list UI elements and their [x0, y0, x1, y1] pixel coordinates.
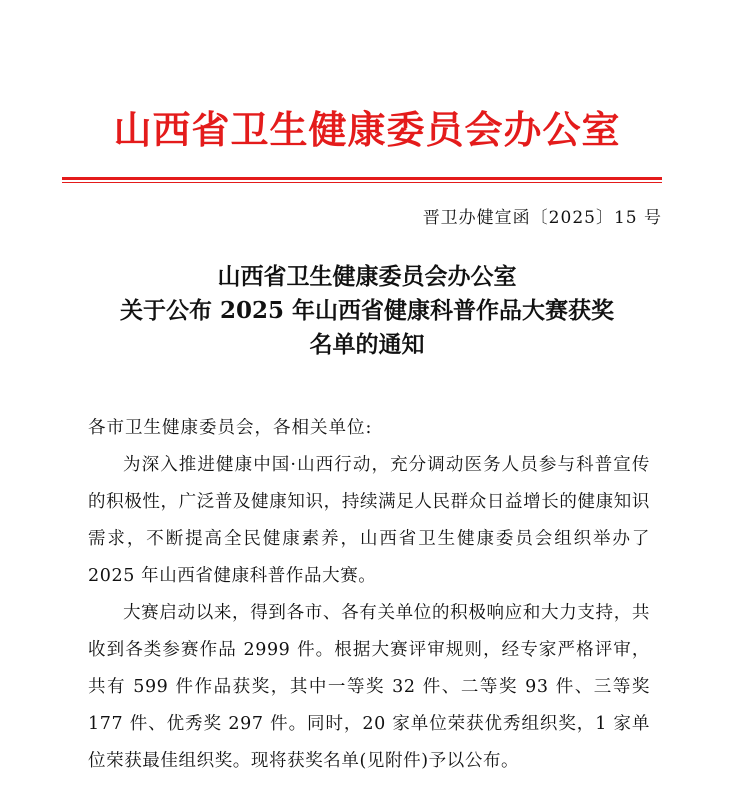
title-line-3: 名单的通知 [309, 331, 425, 358]
letterhead-org-name: 山西省卫生健康委员会办公室 [113, 108, 621, 152]
document-number: 晋卫办健宣函〔2025〕15 号 [422, 208, 662, 228]
letterhead-red-rule-thick [62, 177, 662, 180]
paragraph-2: 大赛启动以来，得到各市、各有关单位的积极响应和大力支持，共收到各类参赛作品 2999 件。根据大赛评审规则，经专家严格评审，共有 599 件作品获奖，其中一等奖 32 件、二等奖 93 件、三等奖 177 件、优秀奖 297 件。同时，20 家单位荣获优秀组织奖，1 家单位荣获最佳组织奖。现将获奖名单(见附件)予以公布。 [88, 603, 650, 771]
title-line-1: 山西省卫生健康委员会办公室 [217, 263, 517, 290]
letterhead-red-rule-thin [62, 182, 662, 183]
title-line-2: 关于公布 2025 年山西省健康科普作品大赛获奖 [119, 297, 615, 324]
document-title [62, 260, 672, 362]
salutation: 各市卫生健康委员会，各相关单位: [88, 418, 373, 438]
document-body [88, 410, 650, 780]
paragraph-1: 为深入推进健康中国·山西行动，充分调动医务人员参与科普宣传的积极性，广泛普及健康知识，持续满足人民群众日益增长的健康知识需求，不断提高全民健康素养，山西省卫生健康委员会组织举办了 2025 年山西省健康科普作品大赛。 [88, 455, 650, 586]
